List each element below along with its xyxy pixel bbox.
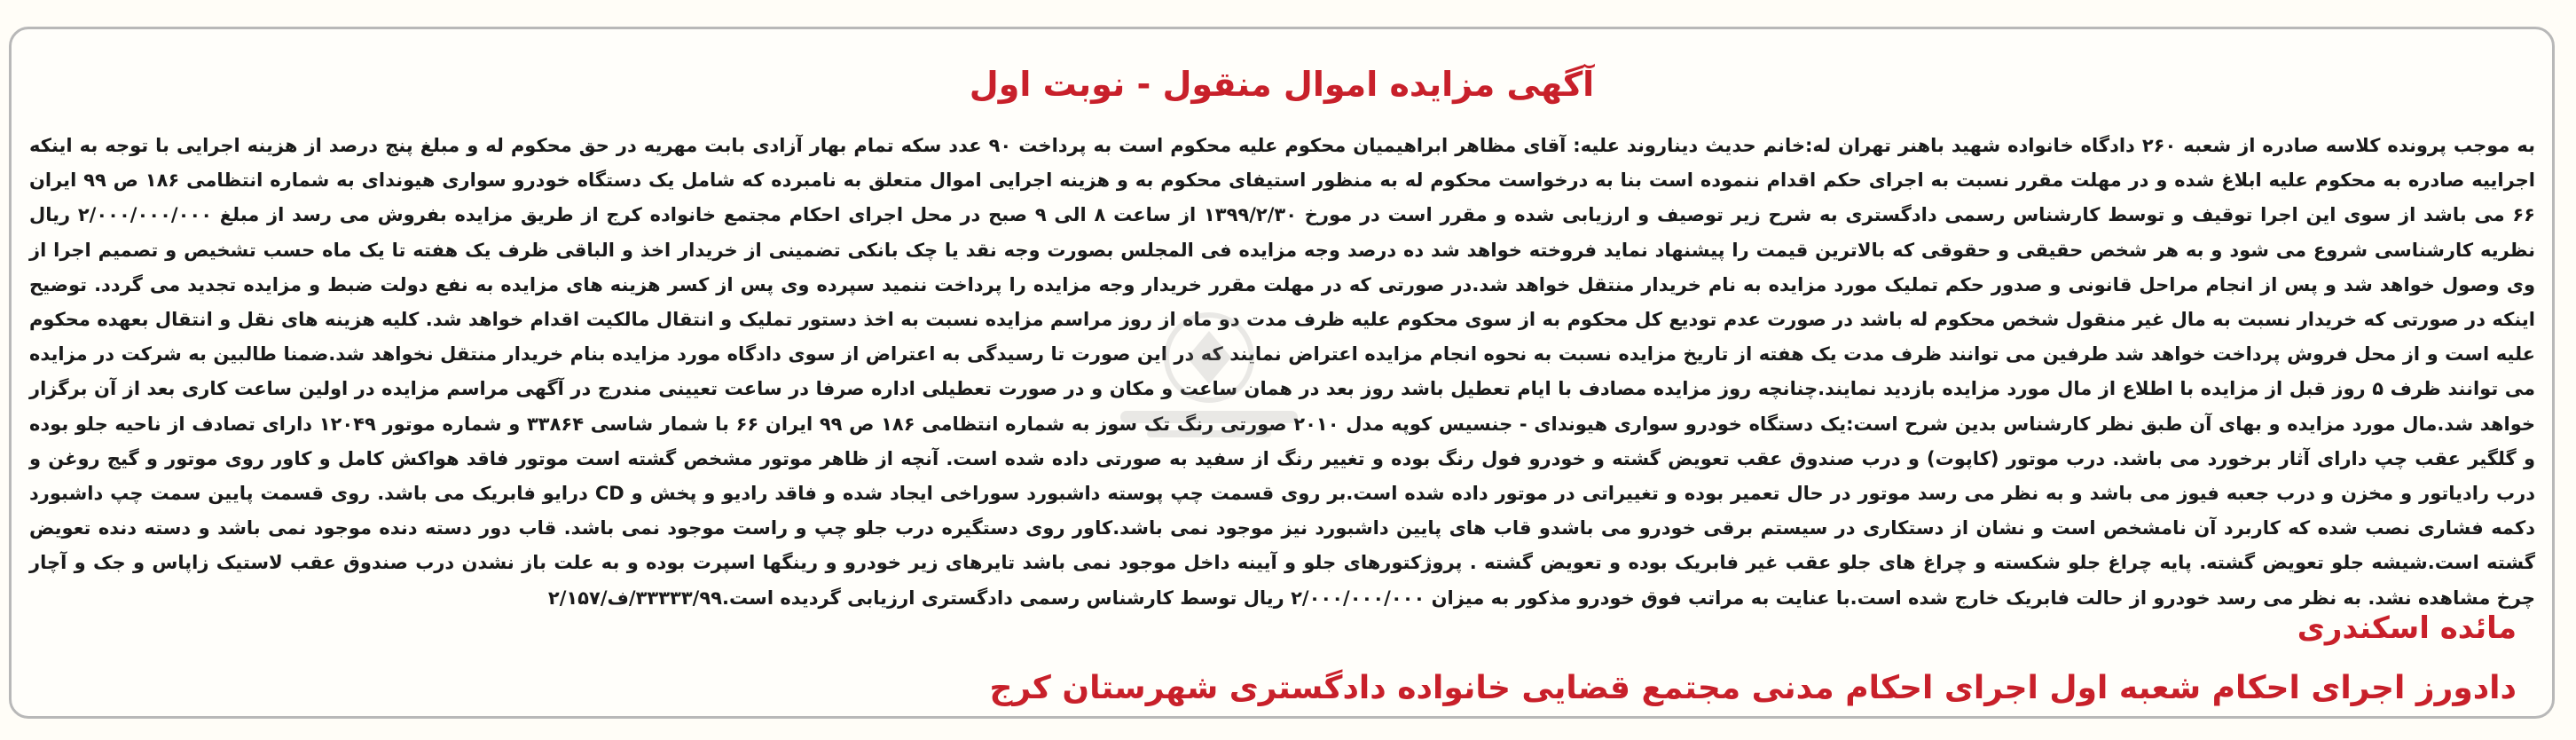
issuing-office: دادورز اجرای احکام شعبه اول اجرای احکام مدنی مجتمع قضایی خانواده دادگستری شهرستان کرج bbox=[989, 670, 2517, 706]
signer-name: مائده اسکندری bbox=[2297, 610, 2517, 646]
notice-body: به موجب پرونده کلاسه صادره از شعبه ۲۶۰ دادگاه خانواده شهید باهنر تهران له:خانم حدیث دیناروند علیه: آقای مظاهر ابراهیمیان محکوم علیه محکوم است به پرداخت ۹۰ عدد سکه تمام بهار آزادی بابت مهریه در حق محکوم له و مبلغ پنج درصد از هزینه اجرایی با توجه به اینکه اجراییه صادره به محکوم علیه ابلاغ شده و در مهلت مقرر نسبت به اجرای حکم اقدام ننموده است بنا به درخواست محکوم له به منظور استیفای محکوم به و هزینه اجرایی اموال متعلق به نامبرده که شامل یک دستگاه خودرو سواری هیوندای به شماره انتظامی ۱۸۶ ص ۹۹ ایران ۶۶ می باشد از سوی این اجرا توقیف و توسط کارشناس رسمی دادگستری به شرح زیر توصیف و ارزیابی شده و مقرر است در مورخ ۱۳۹۹/۲/۳۰ از ساعت ۸ الی ۹ صبح در محل اجرای احکام مجتمع خانواده کرج از طریق مزایده بفروش می رسد از مبلغ ۲/۰۰۰/۰۰۰/۰۰۰ ریال نظریه کارشناسی شروع می شود و به هر شخص حقیقی و حقوقی که بالاترین قیمت را پیشنهاد نماید فروخته خواهد شد ده درصد وجه مزایده فی المجلس بصورت وجه نقد یا چک بانکی تضمینی از خریدار اخذ و الباقی ظرف یک هفته تا یک ماه حسب تشخیص و تصمیم اجرا از وی وصول خواهد شد و پس از انجام مراحل قانونی و صدور حکم تملیک مورد مزایده به نام خریدار منتقل خواهد شد.در صورتی که در مهلت مقرر خریدار وجه مزایده را پرداخت ننمید سپرده وی پس از کسر هزینه های مزایده به نفع دولت ضبط و مزایده تجدید می گردد. توضیح اینکه در صورتی که خریدار نسبت به مال غیر منقول شخص محکوم له باشد در صورت عدم تودیع کل محکوم به از سوی محکوم علیه ظرف مدت دو ماه از روز مراسم مزایده نسبت به اخذ دستور تملیک و انتقال مالکیت اقدام خواهد شد. کلیه هزینه های نقل و انتقال بعهده محکوم علیه است و از محل فروش پرداخت خواهد شد طرفین می توانند ظرف مدت یک هفته از تاریخ مزایده نسبت به نحوه انجام مزایده اعتراض نمایند که در این صورت تا رسیدگی به اعتراض از سوی دادگاه مورد مزایده بنام خریدار منتقل نخواهد شد.ضمنا طالبین به شرکت در مزایده می توانند ظرف ۵ روز قبل از مزایده با اطلاع از مال مورد مزایده بازدید نمایند.چنانچه روز مزایده مصادف با ایام تعطیل باشد روز بعد در همان ساعت و مکان و در صورت تعطیلی اداره صرفا در ساعت تعیینی مندرج در آگهی مراسم مزایده در اولین ساعت کاری بعد از آن برگزار خواهد شد.مال مورد مزایده و بهای آن طبق نظر کارشناس بدین شرح است:یک دستگاه خودرو سواری هیوندای - جنسیس کوپه مدل ۲۰۱۰ صورتی رنگ تک سوز به شماره انتظامی ۱۸۶ ص ۹۹ ایران ۶۶ با شمار شاسی ۳۳۸۶۴ و شماره موتور ۱۲۰۴۹ دارای تصادف از ناحیه جلو بوده و گلگیر عقب چپ دارای آثار برخورد می باشد. درب موتور (کاپوت) و درب صندوق عقب تعویض گشته و خودرو فول رنگ بوده و تغییر رنگ از سفید به صورتی داده شده است. آنچه از ظاهر موتور مشخص گشته است موتور فاقد هواکش کامل و کاور روی موتور و گیج روغن و درب رادیاتور و مخزن و درب جعبه فیوز می باشد و به نظر می رسد موتور در حال تعمیر بوده و تغییراتی در موتور داده شده است.بر روی قسمت چپ پوسته داشبورد سوراخی ایجاد شده و فاقد رادیو و پخش و CD درایو فابریک می باشد. روی قسمت پایین سمت چپ داشبورد دکمه فشاری نصب شده که کاربرد آن نامشخص است و نشان از دستکاری در سیستم برقی خودرو می باشدو قاب های پایین داشبورد نیز موجود نمی باشد.کاور روی دستگیره درب جلو چپ و راست موجود نمی باشد. قاب دور دسته دنده موجود نمی باشد و دسته دنده تعویض گشته است.شیشه جلو تعویض گشته. پایه چراغ جلو شکسته و چراغ های جلو عقب غیر فابریک بوده و تعویض گشته . پروژکتورهای جلو و آیینه داخل موجود نمی باشد تایرهای زیر خودرو و رینگها اسپرت بوده و به علت باز نشدن درب صندوق عقب لاستیک زاپاس و جک و آچار چرخ مشاهده نشد. به نظر می رسد خودرو از حالت فابریک خارج شده است.با عنایت به مراتب فوق خودرو مذکور به میزان ۲/۰۰۰/۰۰۰/۰۰۰ ریال توسط کارشناس رسمی دادگستری ارزیابی گردیده است.۳۳۳۳۳/۹۹/ف/۲/۱۵۷ bbox=[29, 135, 2536, 609]
notice-frame bbox=[9, 27, 2555, 719]
notice-title: آگهی مزایده اموال منقول - نوبت اول bbox=[969, 65, 1595, 104]
